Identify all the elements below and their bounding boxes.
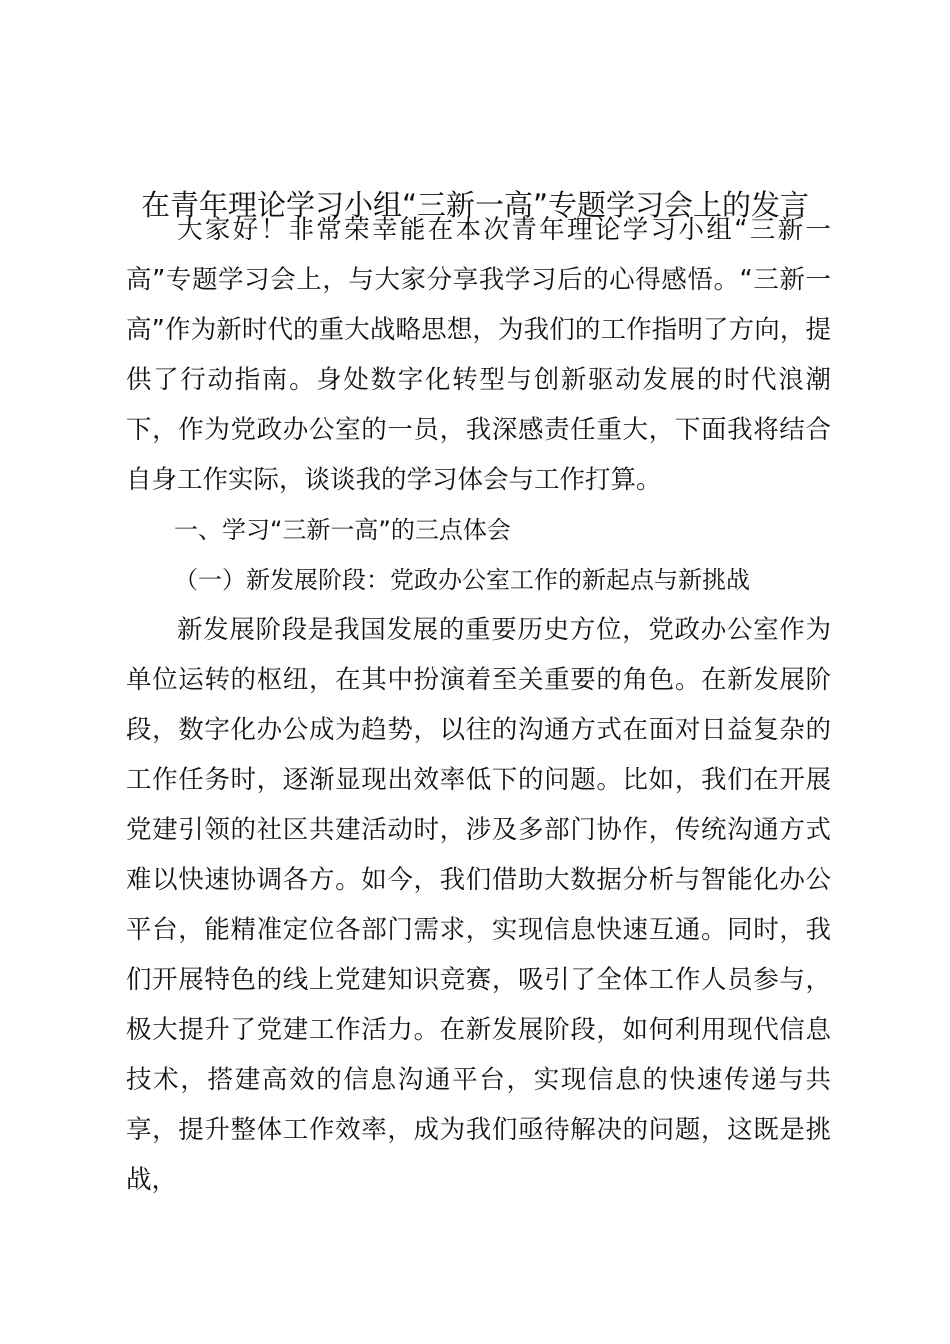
section-heading: 一、学习“三新一高”的三点体会 [174, 516, 511, 544]
intro-paragraph: 大家好！非常荣幸能在本次青年理论学习小组“三新一高”专题学习会上，与大家分享我学习后的心得感悟。“三新一高”作为新时代的重大战略思想，为我们的工作指明了方向，提供了行动指南。身处数字化转型与创新驱动发展的时代浪潮下，作为党政办公室的一员，我深感责任重大，下面我将结合自身工作实际，谈谈我的学习体会与工作打算。 [126, 215, 831, 495]
document-title: 在青年理论学习小组“三新一高”专题学习会上的发言 [140, 188, 810, 222]
subsection-heading: （一）新发展阶段：党政办公室工作的新起点与新挑战 [174, 566, 750, 594]
document-body [126, 205, 831, 1205]
subsection-paragraph: 新发展阶段是我国发展的重要历史方位，党政办公室作为单位运转的枢纽，在其中扮演着至关重要的角色。在新发展阶段，数字化办公成为趋势，以往的沟通方式在面对日益复杂的工作任务时，逐渐显现出效率低下的问题。比如，我们在开展党建引领的社区共建活动时，涉及多部门协作，传统沟通方式难以快速协调各方。如今，我们借助大数据分析与智能化办公平台，能精准定位各部门需求，实现信息快速互通。同时，我们开展特色的线上党建知识竞赛，吸引了全体工作人员参与，极大提升了党建工作活力。在新发展阶段，如何利用现代信息技术，搭建高效的信息沟通平台，实现信息的快速传递与共享，提升整体工作效率，成为我们亟待解决的问题，这既是挑战， [126, 615, 831, 1195]
